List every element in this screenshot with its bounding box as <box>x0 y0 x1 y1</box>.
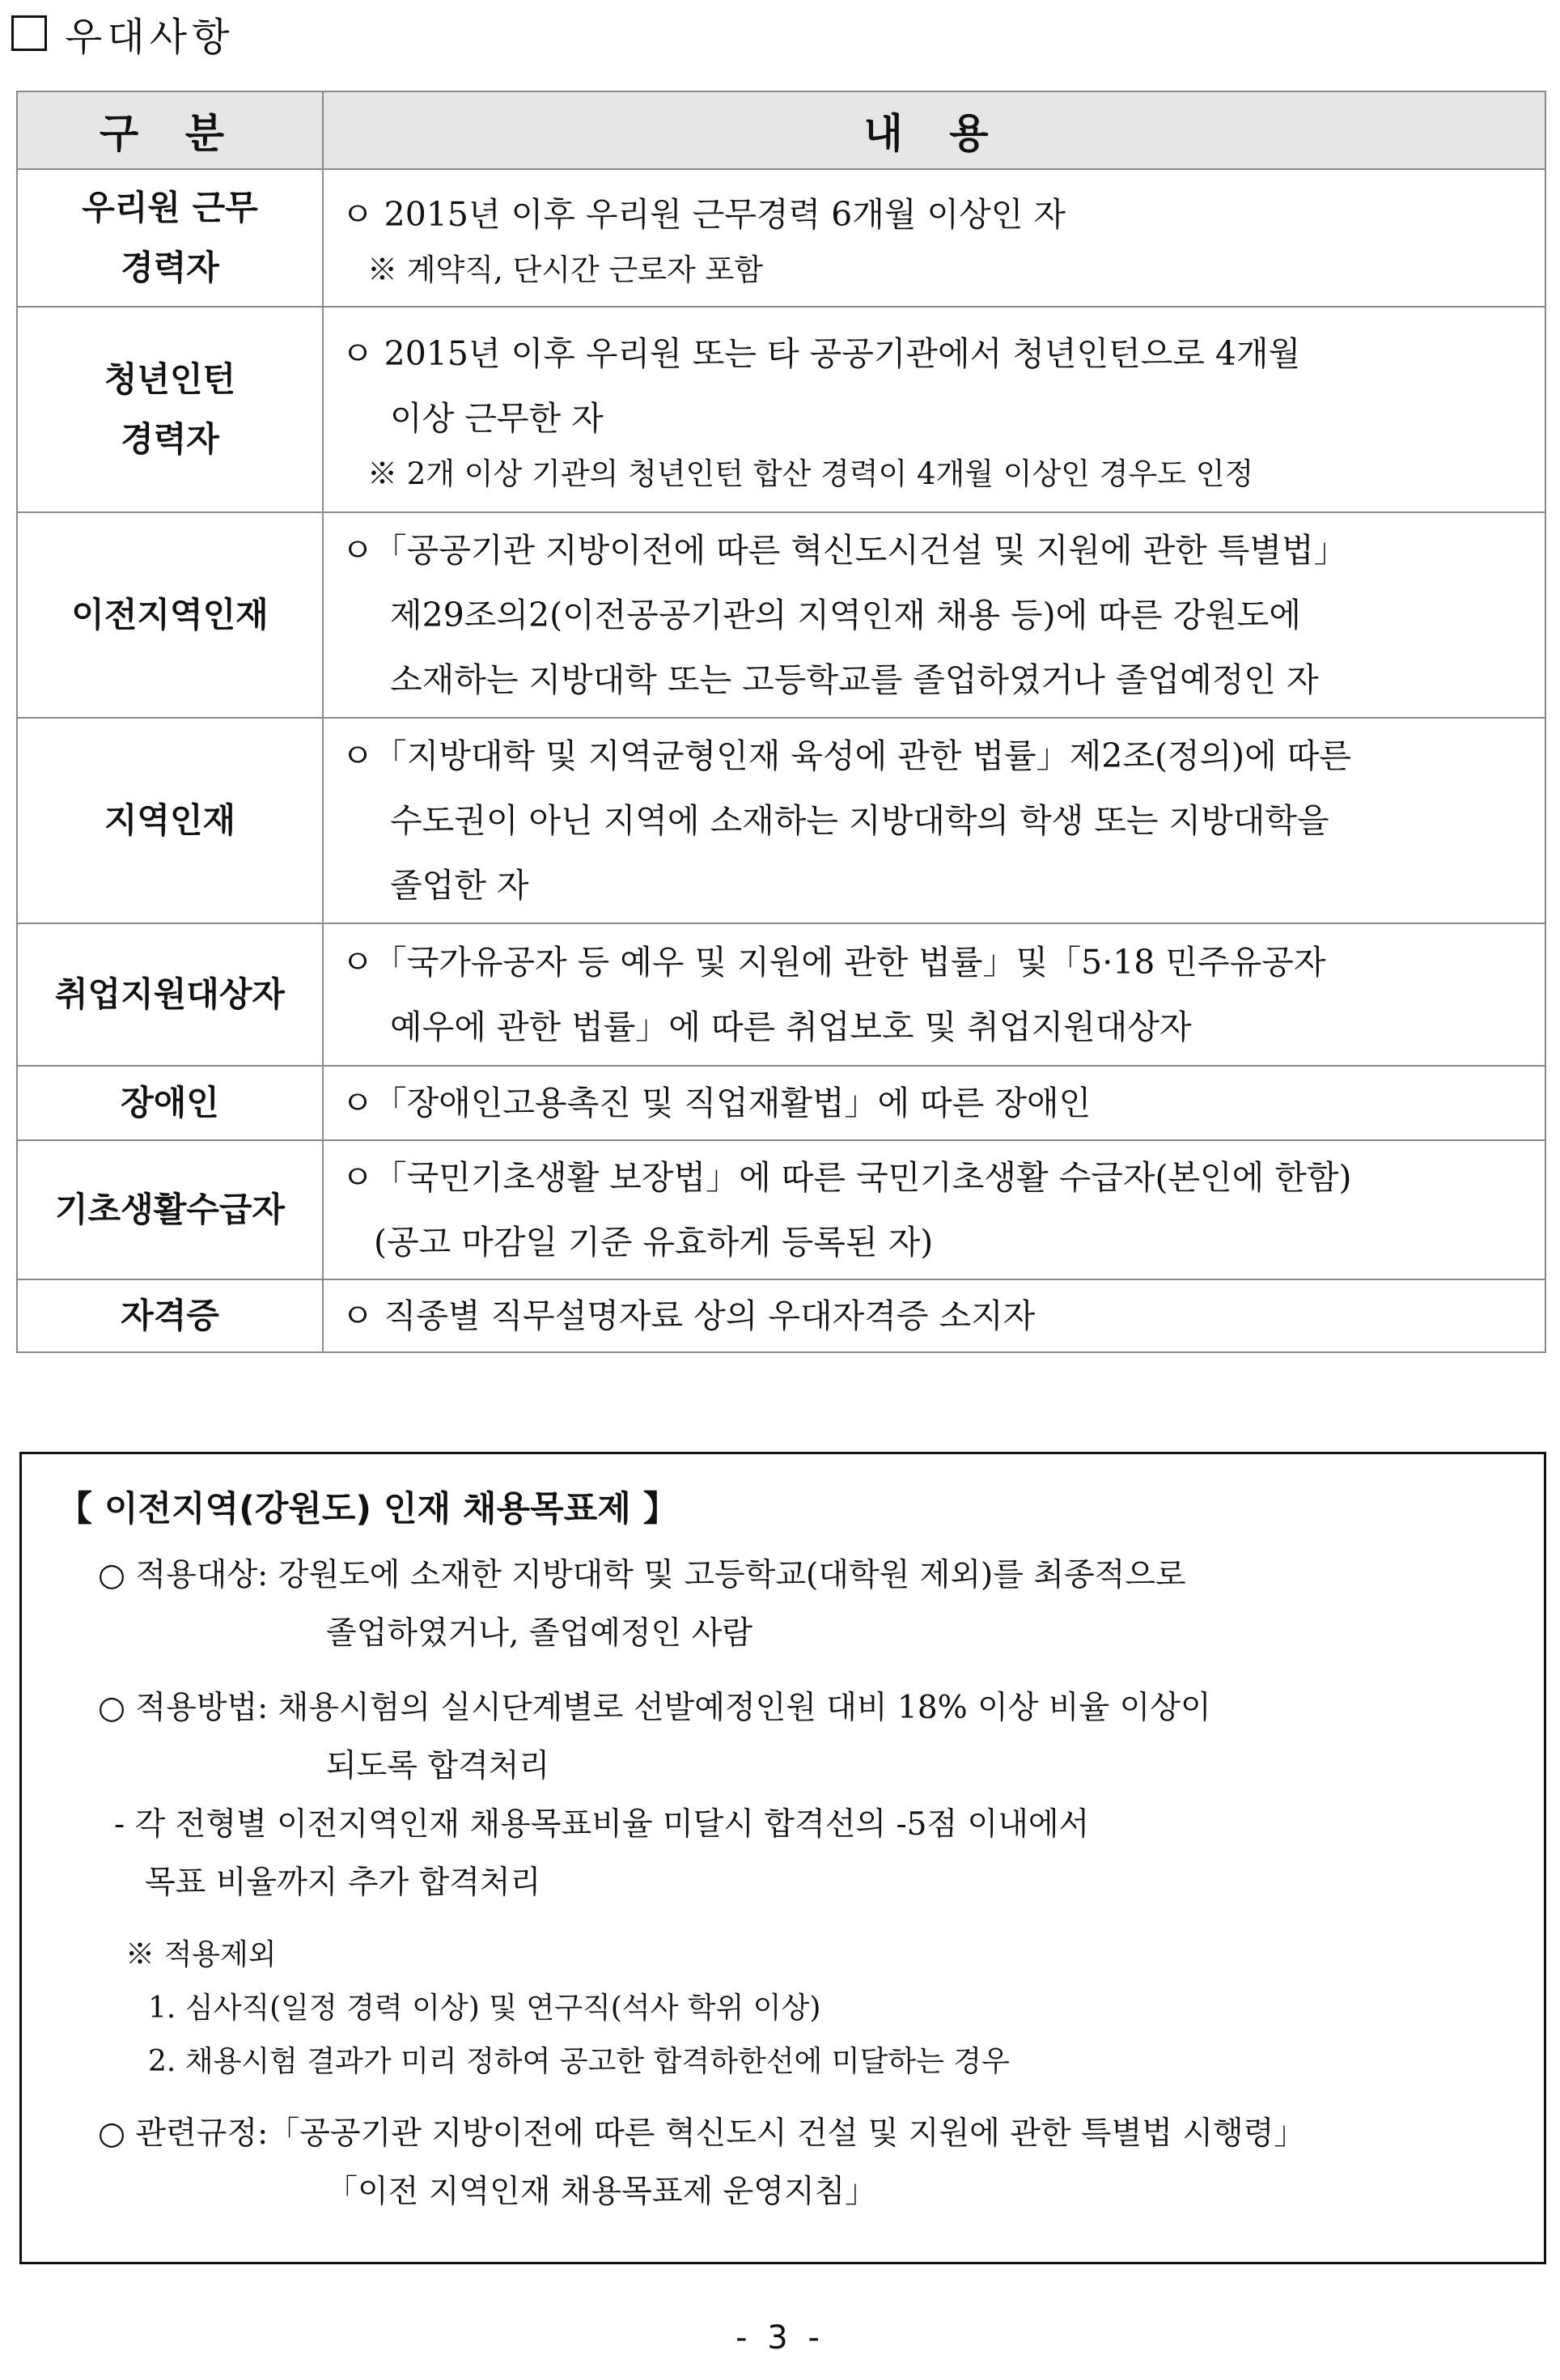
page-number: - 3 - <box>735 2319 825 2357</box>
content-line: (공고 마감일 기준 유효하게 등록된 자) <box>374 1223 934 1262</box>
table-row <box>17 1279 1545 1352</box>
header-content: 내 용 <box>323 91 1545 169</box>
recruitment-target-box <box>19 1452 1546 2264</box>
category-cell <box>17 307 323 512</box>
category-line: 기초생활수급자 <box>54 1190 285 1229</box>
table-row <box>17 1066 1545 1140</box>
dash-line: 목표 비율까지 추가 합격처리 <box>145 1865 541 1901</box>
content-line: 이상 근무한 자 <box>390 399 604 438</box>
exclusion-item: 2. 채용시험 결과가 미리 정하여 공고한 합격하한선에 미달하는 경우 <box>148 2045 1010 2078</box>
content-line: ㅇ「지방대학 및 지역균형인재 육성에 관한 법률」제2조(정의)에 따른 <box>341 736 1352 775</box>
table-row <box>17 169 1545 307</box>
regulation-line: ○ 관련규정:「공공기관 지방이전에 따른 혁신도시 건설 및 지원에 관한 특별법 시행령」 <box>98 2115 1306 2152</box>
category-cell <box>17 1140 323 1279</box>
category-line: 자격증 <box>121 1296 219 1335</box>
category-cell <box>17 718 323 923</box>
content-line: ㅇ 2015년 이후 우리원 또는 타 공공기관에서 청년인턴으로 4개월 <box>341 334 1301 373</box>
box-title: 【 이전지역(강원도) 인재 채용목표제 】 <box>57 1489 678 1529</box>
content-note: ※ 2개 이상 기관의 청년인턴 합산 경력이 4개월 이상인 경우도 인정 <box>367 456 1254 491</box>
category-cell <box>17 1066 323 1140</box>
category-line: 우리원 근무 <box>82 188 258 227</box>
method-line: ○ 적용방법: 채용시험의 실시단계별로 선발예정인원 대비 18% 이상 비율 이상이 <box>98 1690 1211 1726</box>
category-line: 청년인턴 <box>104 359 236 399</box>
category-line: 경력자 <box>121 419 219 459</box>
exclusion-title: ※ 적용제외 <box>125 1938 277 1971</box>
content-line: ㅇ 2015년 이후 우리원 근무경력 6개월 이상인 자 <box>341 195 1066 234</box>
target-line: ○ 적용대상: 강원도에 소재한 지방대학 및 고등학교(대학원 제외)를 최종적으로 <box>98 1557 1186 1593</box>
content-cell <box>323 1066 1545 1140</box>
content-line: 제29조의2(이전공공기관의 지역인재 채용 등)에 따른 강원도에 <box>390 596 1301 634</box>
content-cell <box>323 1279 1545 1352</box>
content-note: ※ 계약직, 단시간 근로자 포함 <box>367 252 763 287</box>
content-line: ㅇ 직종별 직무설명자료 상의 우대자격증 소지자 <box>341 1296 1036 1335</box>
category-line: 취업지원대상자 <box>54 974 285 1014</box>
content-line: ㅇ「장애인고용촉진 및 직업재활법」에 따른 장애인 <box>341 1084 1092 1122</box>
category-cell <box>17 1279 323 1352</box>
table-row <box>17 512 1545 718</box>
content-cell <box>323 307 1545 512</box>
content-line: 소재하는 지방대학 또는 고등학교를 졸업하였거나 졸업예정인 자 <box>390 660 1319 699</box>
target-line: 졸업하였거나, 졸업예정인 사람 <box>326 1615 752 1652</box>
exclusion-item: 1. 심사직(일정 경력 이상) 및 연구직(석사 학위 이상) <box>148 1992 821 2025</box>
content-line: ㅇ「국민기초생활 보장법」에 따른 국민기초생활 수급자(본인에 한함) <box>341 1158 1352 1197</box>
table-row <box>17 923 1545 1066</box>
content-cell <box>323 169 1545 307</box>
content-cell <box>323 1140 1545 1279</box>
category-line: 장애인 <box>121 1083 219 1122</box>
table-header-row <box>17 91 1545 169</box>
preference-table <box>16 91 1546 1353</box>
category-line: 지역인재 <box>104 800 236 840</box>
content-line: 예우에 관한 법률」에 따른 취업보호 및 취업지원대상자 <box>390 1008 1192 1046</box>
content-line: 졸업한 자 <box>390 866 529 905</box>
checkbox-square-icon <box>11 15 47 51</box>
content-line: 수도권이 아닌 지역에 소재하는 지방대학의 학생 또는 지방대학을 <box>390 801 1329 840</box>
section-title: 우대사항 <box>65 14 235 60</box>
table-row <box>17 718 1545 923</box>
category-cell <box>17 923 323 1066</box>
category-line: 이전지역인재 <box>71 595 269 634</box>
category-cell <box>17 512 323 718</box>
table-row <box>17 1140 1545 1279</box>
content-cell <box>323 718 1545 923</box>
section-heading <box>11 5 234 62</box>
category-line: 경력자 <box>121 248 219 287</box>
content-line: ㅇ「국가유공자 등 예우 및 지원에 관한 법률」및「5·18 민주유공자 <box>341 943 1326 982</box>
regulation-line: 「이전 지역인재 채용목표제 운영지침」 <box>326 2174 877 2210</box>
method-line: 되도록 합격처리 <box>326 1748 550 1784</box>
dash-line: - 각 전형별 이전지역인재 채용목표비율 미달시 합격선의 -5점 이내에서 <box>114 1806 1090 1843</box>
category-cell <box>17 169 323 307</box>
content-cell <box>323 512 1545 718</box>
content-line: ㅇ「공공기관 지방이전에 따른 혁신도시건설 및 지원에 관한 특별법」 <box>341 531 1347 570</box>
header-category: 구 분 <box>17 91 323 169</box>
content-cell <box>323 923 1545 1066</box>
table-row <box>17 307 1545 512</box>
